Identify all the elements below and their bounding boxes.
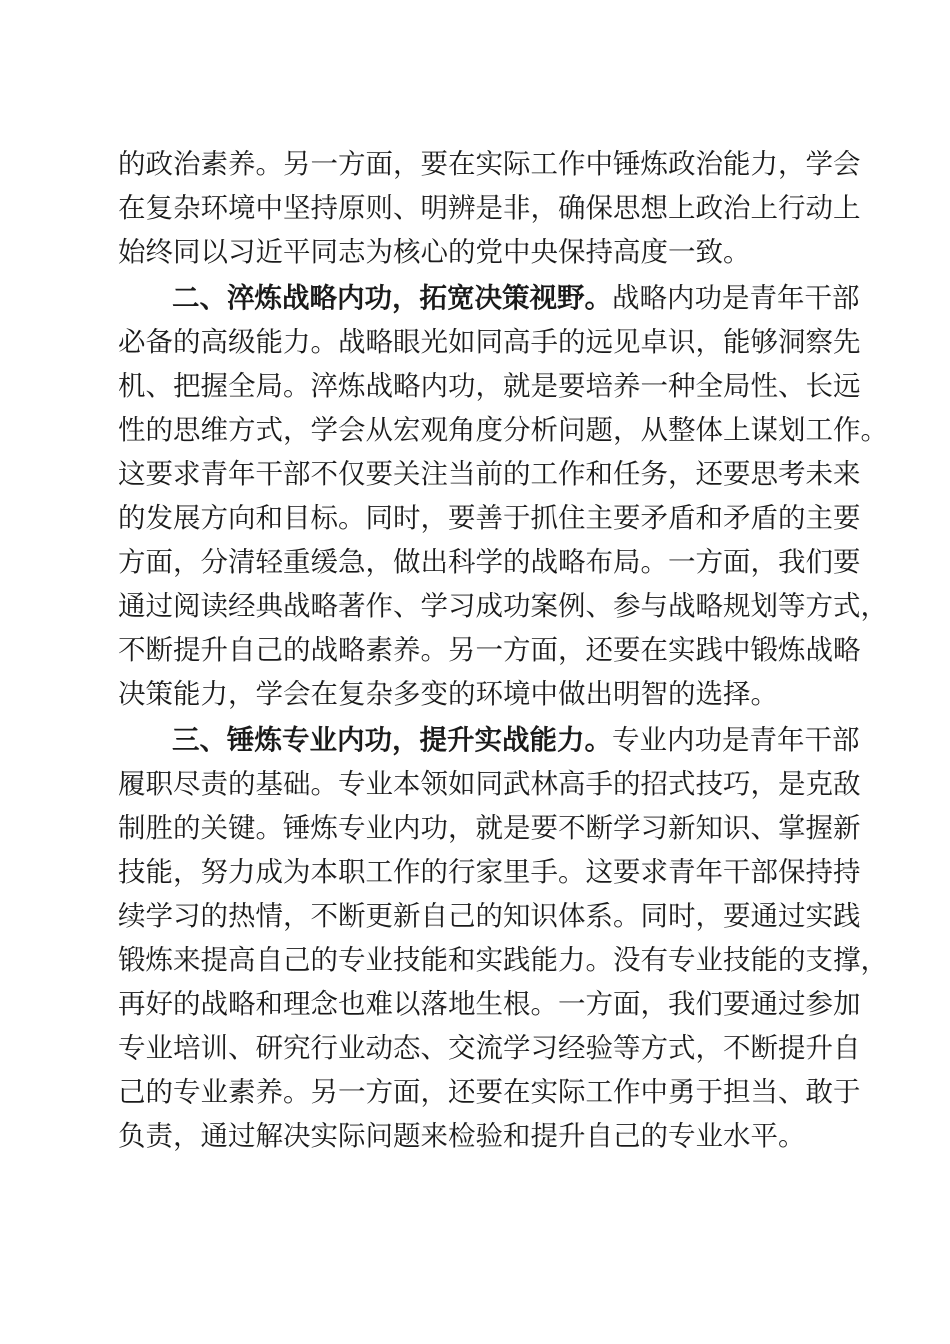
paragraph-3-line-8: 专业培训、研究行业动态、交流学习经验等方式，不断提升自 <box>118 1032 861 1064</box>
paragraph-3-line-3: 制胜的关键。锤炼专业内功，就是要不断学习新知识、掌握新 <box>118 812 861 844</box>
paragraph-1-line-3: 始终同以习近平同志为核心的党中央保持高度一致。 <box>118 236 751 268</box>
paragraph-3-line-2: 履职尽责的基础。专业本领如同武林高手的招式技巧，是克敌 <box>118 768 861 800</box>
paragraph-3-heading: 三、锤炼专业内功，提升实战能力。 <box>172 724 612 756</box>
paragraph-2-line-5: 这要求青年干部不仅要关注当前的工作和任务，还要思考未来 <box>118 458 861 490</box>
paragraph-3-line-4: 技能，努力成为本职工作的行家里手。这要求青年干部保持持 <box>118 856 861 888</box>
paragraph-2-first-line-text: 战略内功是青年干部 <box>612 282 860 314</box>
paragraph-2-line-2: 必备的高级能力。战略眼光如同高手的远见卓识，能够洞察先 <box>118 326 861 358</box>
paragraph-2-line-8: 通过阅读经典战略著作、学习成功案例、参与战略规划等方式， <box>118 590 888 622</box>
paragraph-3-line-6: 锻炼来提高自己的专业技能和实践能力。没有专业技能的支撑， <box>118 944 888 976</box>
paragraph-2-line-10: 决策能力，学会在复杂多变的环境中做出明智的选择。 <box>118 678 778 710</box>
paragraph-2-line-4: 性的思维方式，学会从宏观角度分析问题，从整体上谋划工作。 <box>118 414 888 446</box>
paragraph-2-line-6: 的发展方向和目标。同时，要善于抓住主要矛盾和矛盾的主要 <box>118 502 861 534</box>
paragraph-3-line-9: 己的专业素养。另一方面，还要在实际工作中勇于担当、敢于 <box>118 1076 861 1108</box>
paragraph-1-line-2: 在复杂环境中坚持原则、明辨是非，确保思想上政治上行动上 <box>118 192 861 224</box>
paragraph-2-line-9: 不断提升自己的战略素养。另一方面，还要在实践中锻炼战略 <box>118 634 861 666</box>
paragraph-3-line-10: 负责，通过解决实际问题来检验和提升自己的专业水平。 <box>118 1120 806 1152</box>
paragraph-3-line-5: 续学习的热情，不断更新自己的知识体系。同时，要通过实践 <box>118 900 861 932</box>
paragraph-3-first-line-text: 专业内功是青年干部 <box>612 724 860 756</box>
paragraph-1-line-1: 的政治素养。另一方面，要在实际工作中锤炼政治能力，学会 <box>118 148 861 180</box>
paragraph-3-line-7: 再好的战略和理念也难以落地生根。一方面，我们要通过参加 <box>118 988 861 1020</box>
paragraph-3-first-line <box>172 718 860 762</box>
paragraph-2-heading: 二、淬炼战略内功，拓宽决策视野。 <box>172 282 612 314</box>
paragraph-2-line-3: 机、把握全局。淬炼战略内功，就是要培养一种全局性、长远 <box>118 370 861 402</box>
paragraph-2-line-7: 方面，分清轻重缓急，做出科学的战略布局。一方面，我们要 <box>118 546 861 578</box>
paragraph-2-first-line <box>172 276 860 320</box>
